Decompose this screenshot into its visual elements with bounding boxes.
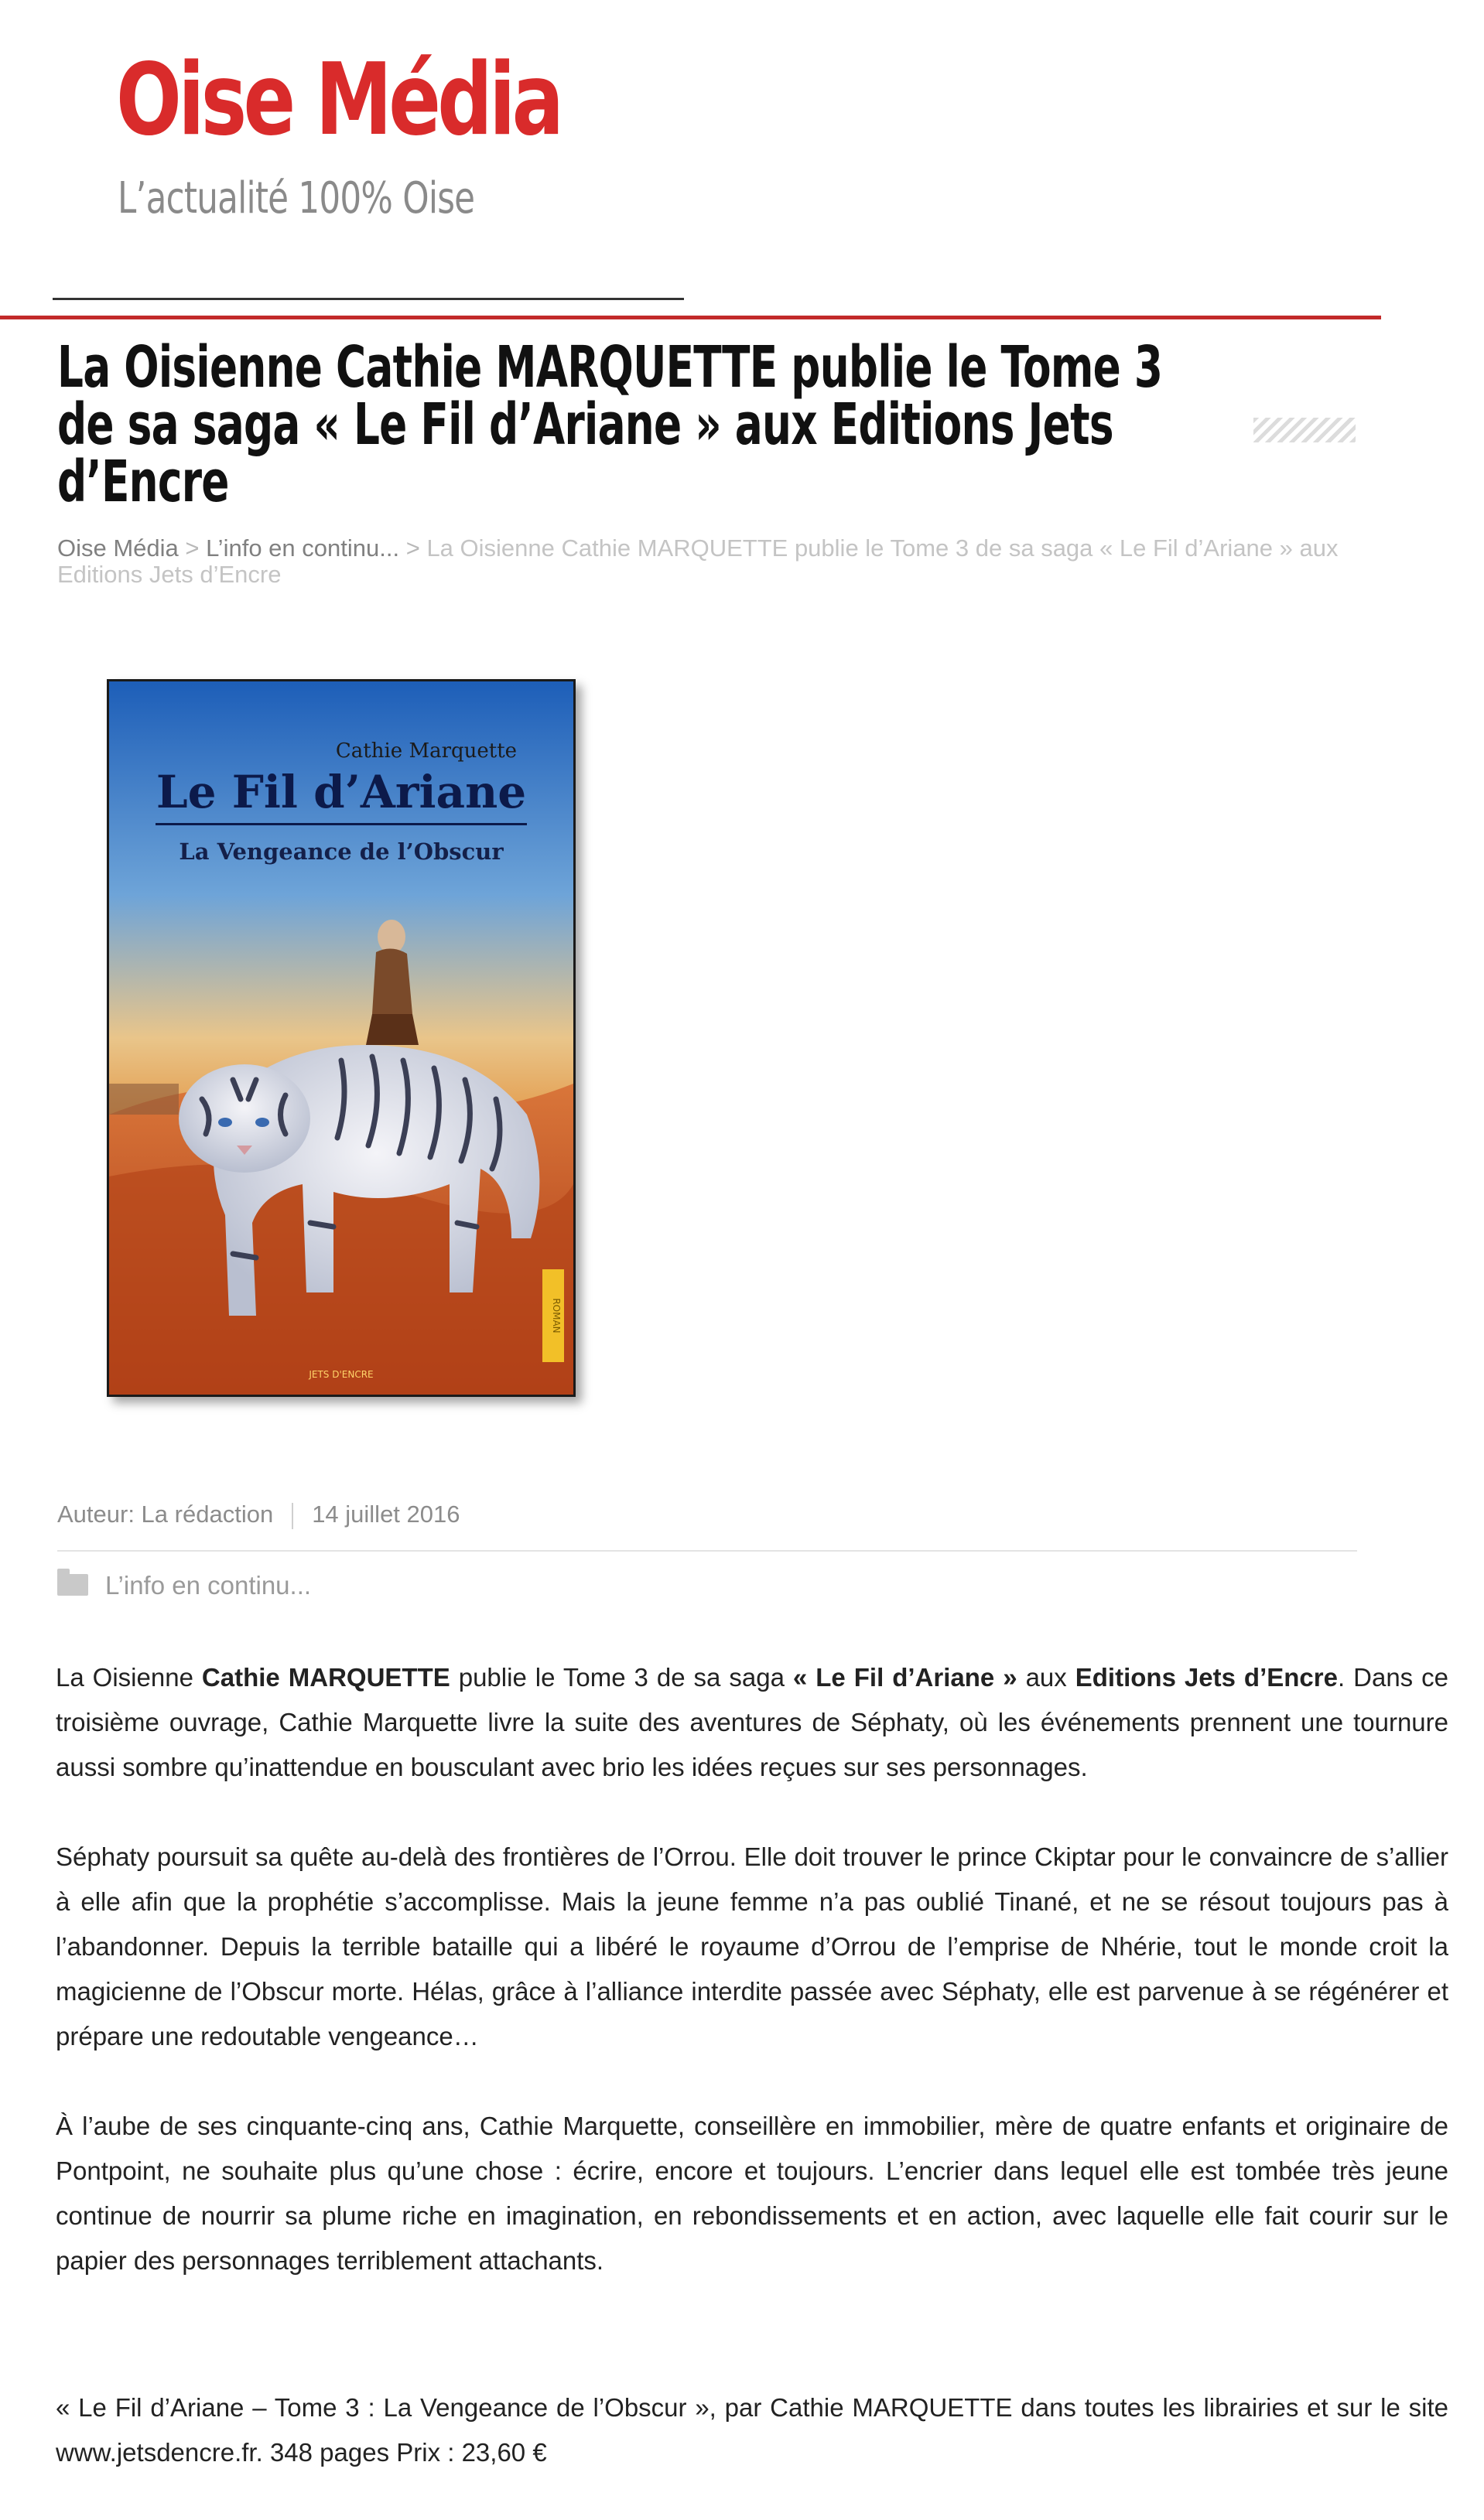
site-logo[interactable]: Oise Média — [116, 43, 561, 158]
article-body — [56, 1655, 1448, 2520]
article-meta — [57, 1499, 460, 1530]
p1-bold-publisher: Editions Jets d’Encre — [1075, 1663, 1338, 1692]
article-category[interactable] — [57, 1570, 311, 1601]
article-date: 14 juillet 2016 — [312, 1501, 460, 1528]
p1-bold-saga: « Le Fil d’Ariane » — [792, 1663, 1017, 1692]
article-paragraph-1 — [56, 1655, 1448, 1790]
book-cover-image — [107, 679, 576, 1397]
article-category-label[interactable]: L’info en continu... — [105, 1571, 312, 1600]
meta-rule — [57, 1550, 1357, 1552]
article-paragraph-4: « Le Fil d’Ariane – Tome 3 : La Vengeance de l’Obscur », par Cathie MARQUETTE dans toutes les librairies et sur le site www.jetsdencre.fr. 348 pages Prix : 23,60 € — [56, 2393, 1448, 2467]
cover-spine-label: ROMAN — [551, 1298, 562, 1333]
meta-divider — [292, 1503, 293, 1529]
breadcrumb-separator: > — [185, 534, 200, 562]
folder-icon — [57, 1574, 88, 1596]
cover-publisher: JETS D'ENCRE — [309, 1369, 374, 1380]
breadcrumb-separator: > — [405, 534, 420, 562]
header-divider — [53, 298, 684, 300]
p1-text-2: publie le Tome 3 de sa saga — [450, 1663, 793, 1692]
header-red-rule — [0, 316, 1381, 319]
title-decoration-stripes — [1253, 418, 1356, 442]
p1-bold-author: Cathie MARQUETTE — [201, 1663, 450, 1692]
p1-text-1: La Oisienne — [56, 1663, 202, 1692]
site-tagline: L’actualité 100% Oise — [118, 173, 475, 224]
cover-title: Le Fil d’Ariane — [156, 766, 527, 818]
article-title-line-1: La Oisienne Cathie MARQUETTE publie le Tome 3 — [57, 334, 1163, 401]
p1-text-4: . Dans ce troisième ouvrage, Cathie Marquette livre la suite des aventures de Séphaty, où les événements prennent une tournure aussi sombre qu’inattendue en bousculant avec brio les idées reçues sur ses personnages. — [56, 1663, 1449, 1781]
cover-subtitle: La Vengeance de l’Obscur — [179, 838, 504, 865]
breadcrumb-current: La Oisienne Cathie MARQUETTE publie le Tome 3 de sa saga « Le Fil d’Ariane » aux Editions Jets d’Encre — [57, 534, 1339, 588]
breadcrumb-home-link[interactable]: Oise Média — [57, 534, 179, 562]
breadcrumb-section-link[interactable]: L’info en continu... — [206, 534, 400, 562]
p1-text-3: aux — [1017, 1663, 1075, 1692]
article-paragraph-2: Séphaty poursuit sa quête au-delà des frontières de l’Orrou. Elle doit trouver le prince Ckiptar pour le convaincre de s’allier à elle afin que la prophétie s’accomplisse. Mais la jeune femme n’a pas oublié Tinané, et ne se résout toujours pas à l’abandonner. Depuis la terrible bataille qui a libéré le royaume d’Orrou de l’emprise de Nhérie, tout le monde croit la magicienne de l’Obscur morte. Hélas, grâce à l’alliance interdite passée avec Séphaty, elle est parvenue à se régénérer et prépare une redoutable vengeance… — [56, 1842, 1448, 2050]
breadcrumb — [57, 535, 1380, 588]
article-title-line-2: de sa saga « Le Fil d’Ariane » aux Editions Jets — [57, 391, 1113, 458]
book-cover-illustration — [109, 681, 573, 1395]
article-paragraph-3: À l’aube de ses cinquante-cinq ans, Cathie Marquette, conseillère en immobilier, mère de quatre enfants et originaire de Pontpoint, ne souhaite plus qu’une chose : écrire, encore et toujours. L’encrier dans lequel elle est tombée très jeune continue de nourrir sa plume riche en imagination, en rebondissements et en action, avec laquelle elle fait courir sur le papier des personnages terriblement attachants. — [56, 2112, 1448, 2275]
article-title-line-3: d’Encre — [57, 449, 229, 515]
article-title — [57, 334, 1171, 515]
article-author[interactable]: Auteur: La rédaction — [57, 1501, 274, 1528]
cover-author: Cathie Marquette — [335, 739, 518, 763]
